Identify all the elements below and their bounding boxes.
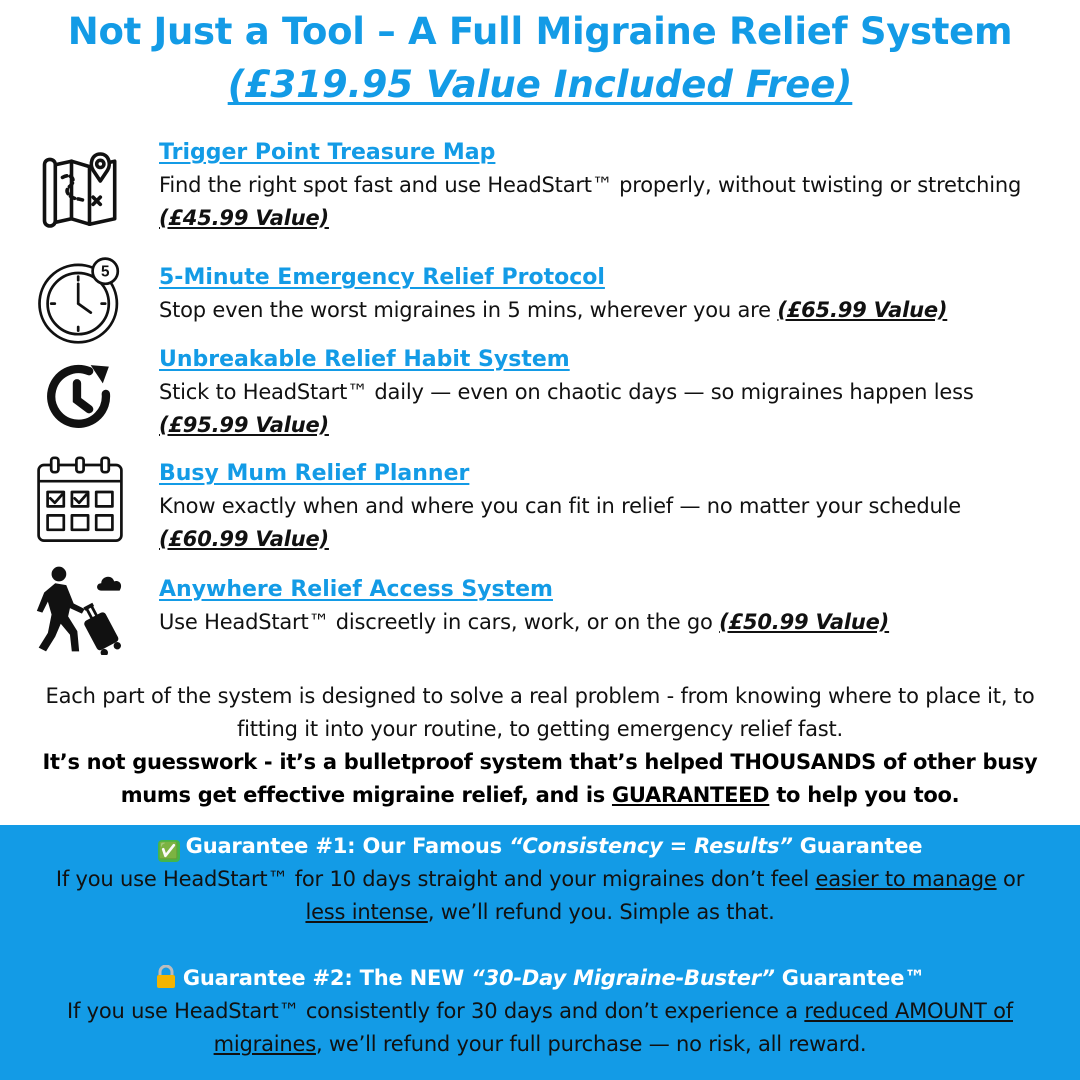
item-description [159, 294, 1059, 327]
item-value: (£65.99 Value) [777, 298, 948, 322]
lock-icon [155, 965, 177, 989]
treasure-map-icon [33, 145, 128, 235]
item-title[interactable]: Unbreakable Relief Habit System [159, 347, 570, 372]
calendar-checklist-icon [35, 456, 125, 546]
summary-bold-end: to help you too. [769, 783, 960, 807]
item-value: (£45.99 Value) [159, 206, 329, 230]
summary-text: Each part of the system is designed to solve a real problem - from knowing where to place it, to fitting it into your routine, to getting emergency relief fast. [45, 684, 1035, 741]
guarantee-2-title-italic: “30-Day Migraine-Buster” [471, 966, 775, 990]
guarantee-2-title-text: Guarantee #2: The NEW [182, 966, 472, 990]
guarantee-1-text-mid: or [996, 867, 1025, 891]
page-title: Not Just a Tool – A Full Migraine Relief System [67, 10, 1013, 53]
guarantee-1-title-italic: “Consistency = Results” [509, 834, 793, 858]
item-title[interactable]: Busy Mum Relief Planner [159, 461, 470, 486]
page-subtitle: (£319.95 Value Included Free) [227, 63, 853, 106]
traveler-icon [35, 563, 127, 655]
item-value: (£95.99 Value) [159, 413, 329, 437]
item-description-text: Know exactly when and where you can fit in relief — no matter your schedule [159, 494, 961, 518]
guarantee-1-text-start: If you use HeadStart™ for 10 days straight and your migraines don’t feel [55, 867, 816, 891]
item-description-text: Stick to HeadStart™ daily — even on chaotic days — so migraines happen less [159, 380, 974, 404]
guarantee-1-title-text: Guarantee #1: Our Famous [185, 834, 510, 858]
item-description-text: Find the right spot fast and use HeadStart™ properly, without twisting or stretching [159, 173, 1022, 197]
clock-5-icon [35, 255, 125, 345]
summary-bold-text: It’s not guesswork - it’s a bulletproof system that’s helped THOUSANDS of other busy mums get effective migraine relief, and is [42, 750, 1038, 807]
svg-text:5: 5 [100, 263, 110, 281]
guaranteed-text: GUARANTEED [611, 783, 770, 807]
guarantee-banner [0, 825, 1080, 1080]
guarantee-1-text-end: , we’ll refund you. Simple as that. [427, 900, 775, 924]
summary-bold [20, 746, 1060, 812]
check-icon: ✅ [158, 841, 179, 860]
item-description [159, 606, 1049, 639]
guarantee-2-text-start: If you use HeadStart™ consistently for 30 days and don’t experience a [66, 999, 805, 1023]
guarantee-1-underline-1: easier to manage [815, 867, 997, 891]
guarantee-2-title-end: Guarantee™ [774, 966, 926, 990]
item-description [159, 490, 1049, 556]
guarantee-2-text [40, 995, 1040, 1061]
item-description [159, 169, 1049, 235]
guarantee-1-text [40, 863, 1040, 929]
item-value: (£60.99 Value) [159, 527, 329, 551]
item-description-text: Stop even the worst migraines in 5 mins, wherever you are [159, 298, 771, 322]
clock-refresh-icon [42, 359, 118, 435]
item-description-text: Use HeadStart™ discreetly in cars, work, or on the go [159, 610, 713, 634]
guarantee-2-underline-1: reduced AMOUNT of migraines [213, 999, 1013, 1056]
guarantee-2-text-end: , we’ll refund your full purchase — no risk, all reward. [315, 1032, 867, 1056]
guarantee-1-underline-2: less intense [305, 900, 428, 924]
item-value: (£50.99 Value) [719, 610, 890, 634]
guarantee-1-title-end: Guarantee [792, 834, 923, 858]
guarantee-2-title [0, 962, 1080, 995]
guarantee-1-title [0, 830, 1080, 863]
item-title[interactable]: 5-Minute Emergency Relief Protocol [159, 265, 605, 290]
item-description [159, 376, 1049, 442]
item-title[interactable]: Trigger Point Treasure Map [159, 140, 496, 165]
item-title[interactable]: Anywhere Relief Access System [159, 577, 553, 602]
